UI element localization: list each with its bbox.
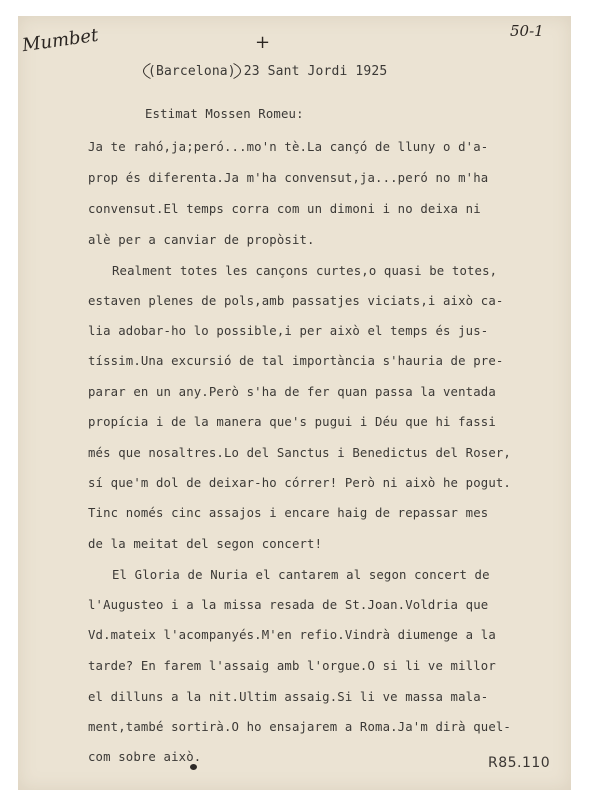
letter-page xyxy=(18,16,571,790)
handwritten-folio-number: 50-1 xyxy=(510,22,544,40)
handwritten-author-note: Mumbet xyxy=(20,24,100,57)
letter-line: propícia i de la manera que's pugui i Déu que hi fassi xyxy=(88,415,496,429)
letter-line: com sobre això. xyxy=(88,750,202,764)
letter-line: sí que'm dol de deixar-ho córrer! Però ni això he pogut. xyxy=(88,476,511,490)
letter-line: el dilluns a la nit.Ultim assaig.Si li ve massa mala- xyxy=(88,690,489,704)
letter-line: de la meitat del segon concert! xyxy=(88,537,323,551)
letter-dateline: (Barcelona) 23 Sant Jordi 1925 xyxy=(148,64,388,79)
handwritten-cross: + xyxy=(255,32,271,53)
letter-line: lia adobar-ho lo possible,i per això el temps és jus- xyxy=(88,324,489,338)
letter-line: El Gloria de Nuria el cantarem al segon concert de xyxy=(112,568,490,582)
letter-line: convensut.El temps corra com un dimoni i no deixa ni xyxy=(88,202,481,216)
letter-line: prop és diferenta.Ja m'ha convensut,ja...peró no m'ha xyxy=(88,171,489,185)
letter-line: parar en un any.Però s'ha de fer quan passa la ventada xyxy=(88,385,496,399)
letter-line: Tinc només cinc assajos i encare haig de repassar mes xyxy=(88,506,489,520)
ink-blot xyxy=(190,764,197,770)
letter-line: estaven plenes de pols,amb passatjes viciats,i això ca- xyxy=(88,294,504,308)
letter-line: Vd.mateix l'acompanyés.M'en refio.Vindrà diumenge a la xyxy=(88,628,496,642)
letter-line: Realment totes les cançons curtes,o quasi be totes, xyxy=(112,264,498,278)
letter-line: ment,també sortirà.O ho ensajarem a Roma.Ja'm dirà quel- xyxy=(88,720,511,734)
letter-line: l'Augusteo i a la missa resada de St.Joan.Voldria que xyxy=(88,598,489,612)
letter-line: alè per a canviar de propòsit. xyxy=(88,233,315,247)
letter-line: tíssim.Una excursió de tal importància s'hauria de pre- xyxy=(88,354,504,368)
letter-line: tarde? En farem l'assaig amb l'orgue.O si li ve millor xyxy=(88,659,496,673)
letter-line: més que nosaltres.Lo del Sanctus i Benedictus del Roser, xyxy=(88,446,511,460)
archive-reference-number: R85.110 xyxy=(488,755,551,771)
letter-line: Ja te rahó,ja;peró...mo'n tè.La cançó de lluny o d'a- xyxy=(88,140,489,154)
letter-salutation: Estimat Mossen Romeu: xyxy=(145,107,304,121)
